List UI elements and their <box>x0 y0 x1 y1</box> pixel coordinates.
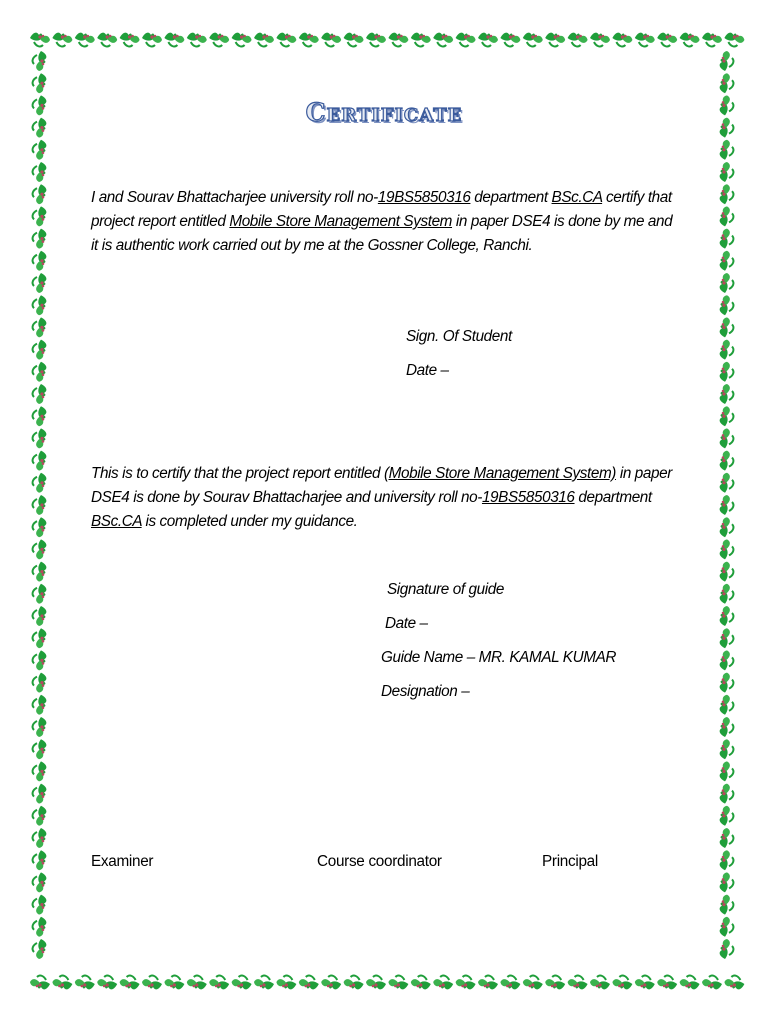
holly-leaf-icon <box>720 317 734 337</box>
holly-leaf-icon <box>720 717 734 737</box>
holly-leaf-icon <box>720 273 734 293</box>
holly-leaf-icon <box>33 251 47 271</box>
holly-leaf-icon <box>254 33 274 47</box>
holly-leaf-icon <box>720 51 734 71</box>
holly-leaf-icon <box>33 317 47 337</box>
holly-leaf-icon <box>702 976 722 990</box>
holly-leaf-icon <box>75 976 95 990</box>
holly-leaf-icon <box>720 806 734 826</box>
student-department: BSc.CA <box>551 189 603 206</box>
holly-leaf-icon <box>720 451 734 471</box>
examiner-label: Examiner <box>91 853 154 870</box>
holly-leaf-icon <box>321 976 341 990</box>
holly-leaf-icon <box>720 872 734 892</box>
guide-cert-text-4: is completed under my guidance. <box>141 513 358 530</box>
holly-leaf-icon <box>187 976 207 990</box>
holly-leaf-icon <box>724 33 744 47</box>
holly-leaf-icon <box>568 976 588 990</box>
student-cert-text-3: certify that project report entitled <box>91 189 672 230</box>
holly-leaf-icon <box>33 340 47 360</box>
holly-leaf-icon <box>299 976 319 990</box>
holly-leaf-icon <box>33 606 47 626</box>
holly-leaf-icon <box>720 939 734 959</box>
guide-date-label: Date – <box>385 615 428 632</box>
holly-leaf-icon <box>720 606 734 626</box>
holly-leaf-icon <box>720 184 734 204</box>
holly-leaf-icon <box>702 33 722 47</box>
holly-leaf-icon <box>366 33 386 47</box>
student-cert-text-4: in paper DSE4 is done by me and it is authentic work carried out by me at the Gossner College, Ranchi. <box>91 213 673 254</box>
holly-leaf-icon <box>568 33 588 47</box>
holly-leaf-icon <box>635 976 655 990</box>
holly-leaf-icon <box>33 362 47 382</box>
holly-leaf-icon <box>456 33 476 47</box>
holly-leaf-icon <box>590 33 610 47</box>
holly-leaf-icon <box>33 428 47 448</box>
holly-leaf-icon <box>720 650 734 670</box>
holly-leaf-icon <box>720 628 734 648</box>
holly-leaf-icon <box>344 33 364 47</box>
holly-leaf-icon <box>33 184 47 204</box>
holly-leaf-icon <box>720 517 734 537</box>
holly-leaf-icon <box>433 976 453 990</box>
holly-leaf-icon <box>321 33 341 47</box>
holly-leaf-icon <box>344 976 364 990</box>
holly-leaf-icon <box>33 406 47 426</box>
holly-leaf-icon <box>33 51 47 71</box>
holly-leaf-icon <box>232 33 252 47</box>
holly-leaf-icon <box>523 976 543 990</box>
holly-leaf-icon <box>30 33 50 47</box>
guide-cert-text-1: This is to certify that the project report entitled <box>91 465 384 482</box>
holly-leaf-icon <box>657 33 677 47</box>
holly-leaf-icon <box>33 828 47 848</box>
holly-leaf-icon <box>724 976 744 990</box>
holly-leaf-icon <box>120 976 140 990</box>
holly-leaf-icon <box>33 806 47 826</box>
holly-leaf-icon <box>97 33 117 47</box>
student-project-title: Mobile Store Management System <box>229 213 453 230</box>
holly-leaf-icon <box>478 33 498 47</box>
holly-leaf-icon <box>500 976 520 990</box>
holly-leaf-icon <box>720 761 734 781</box>
holly-leaf-icon <box>276 33 296 47</box>
holly-leaf-icon <box>33 384 47 404</box>
holly-leaf-icon <box>720 295 734 315</box>
holly-leaf-icon <box>33 562 47 582</box>
holly-leaf-icon <box>720 73 734 93</box>
holly-leaf-icon <box>33 539 47 559</box>
holly-leaf-icon <box>411 976 431 990</box>
holly-leaf-icon <box>456 976 476 990</box>
holly-leaf-icon <box>720 251 734 271</box>
holly-leaf-icon <box>545 33 565 47</box>
holly-leaf-icon <box>720 739 734 759</box>
holly-leaf-icon <box>500 33 520 47</box>
student-date-label: Date – <box>406 362 449 379</box>
holly-leaf-icon <box>232 976 252 990</box>
holly-leaf-icon <box>720 539 734 559</box>
holly-leaf-icon <box>33 784 47 804</box>
holly-leaf-icon <box>33 695 47 715</box>
holly-leaf-icon <box>33 495 47 515</box>
holly-leaf-icon <box>33 295 47 315</box>
holly-leaf-icon <box>209 33 229 47</box>
holly-leaf-icon <box>720 362 734 382</box>
holly-leaf-icon <box>164 33 184 47</box>
student-cert-text-2: department <box>470 189 552 206</box>
holly-leaf-icon <box>33 717 47 737</box>
holly-leaf-icon <box>720 229 734 249</box>
holly-leaf-icon <box>33 917 47 937</box>
guide-certification-paragraph <box>91 462 681 534</box>
holly-leaf-icon <box>75 33 95 47</box>
holly-leaf-icon <box>33 273 47 293</box>
holly-leaf-icon <box>720 584 734 604</box>
holly-leaf-icon <box>33 673 47 693</box>
holly-leaf-icon <box>33 517 47 537</box>
holly-leaf-icon <box>33 73 47 93</box>
holly-leaf-icon <box>720 850 734 870</box>
holly-leaf-icon <box>411 33 431 47</box>
holly-leaf-icon <box>33 872 47 892</box>
holly-leaf-icon <box>33 739 47 759</box>
holly-leaf-icon <box>209 976 229 990</box>
holly-leaf-icon <box>33 584 47 604</box>
holly-leaf-icon <box>366 976 386 990</box>
holly-leaf-icon <box>720 562 734 582</box>
holly-leaf-icon <box>187 33 207 47</box>
holly-leaf-icon <box>33 206 47 226</box>
holly-leaf-icon <box>590 976 610 990</box>
holly-leaf-icon <box>720 784 734 804</box>
holly-leaf-icon <box>433 33 453 47</box>
holly-leaf-icon <box>720 895 734 915</box>
guide-roll-number: 19BS5850316 <box>481 489 575 506</box>
holly-leaf-icon <box>720 673 734 693</box>
holly-leaf-icon <box>30 976 50 990</box>
holly-leaf-icon <box>720 140 734 160</box>
holly-leaf-icon <box>720 495 734 515</box>
holly-leaf-icon <box>612 33 632 47</box>
holly-leaf-icon <box>478 976 498 990</box>
holly-leaf-icon <box>33 140 47 160</box>
guide-designation: Designation – <box>381 683 470 700</box>
guide-cert-text-3: department <box>574 489 652 506</box>
guide-cert-text-2: in paper DSE4 is done by Sourav Bhattacharjee and university roll no- <box>91 465 672 506</box>
guide-signature-label: Signature of guide <box>387 581 504 598</box>
holly-leaf-icon <box>33 451 47 471</box>
course-coordinator-label: Course coordinator <box>317 853 442 870</box>
holly-leaf-icon <box>33 650 47 670</box>
holly-leaf-icon <box>657 976 677 990</box>
holly-leaf-icon <box>33 895 47 915</box>
holly-leaf-icon <box>720 384 734 404</box>
certificate-title: Certificate <box>305 98 463 127</box>
holly-leaf-icon <box>720 162 734 182</box>
holly-leaf-icon <box>33 162 47 182</box>
holly-leaf-icon <box>164 976 184 990</box>
holly-leaf-icon <box>680 976 700 990</box>
holly-leaf-icon <box>720 206 734 226</box>
holly-leaf-icon <box>612 976 632 990</box>
holly-leaf-icon <box>680 33 700 47</box>
guide-department: BSc.CA <box>91 513 142 530</box>
student-cert-text-1: I and Sourav Bhattacharjee university roll no- <box>91 189 378 206</box>
holly-leaf-icon <box>276 976 296 990</box>
holly-leaf-icon <box>720 695 734 715</box>
guide-project-title: (Mobile Store Management System) <box>383 465 616 482</box>
holly-leaf-icon <box>635 33 655 47</box>
holly-leaf-icon <box>33 628 47 648</box>
holly-leaf-icon <box>52 33 72 47</box>
holly-leaf-icon <box>97 976 117 990</box>
holly-leaf-icon <box>120 33 140 47</box>
holly-leaf-icon <box>388 33 408 47</box>
student-sign-label: Sign. Of Student <box>406 328 512 345</box>
student-roll-number: 19BS5850316 <box>377 189 471 206</box>
holly-leaf-icon <box>545 976 565 990</box>
holly-leaf-icon <box>33 850 47 870</box>
holly-leaf-icon <box>720 428 734 448</box>
holly-leaf-icon <box>720 406 734 426</box>
holly-leaf-icon <box>720 917 734 937</box>
holly-leaf-icon <box>720 340 734 360</box>
holly-leaf-icon <box>33 761 47 781</box>
holly-leaf-icon <box>388 976 408 990</box>
holly-leaf-icon <box>142 976 162 990</box>
holly-leaf-icon <box>33 229 47 249</box>
holly-leaf-icon <box>299 33 319 47</box>
holly-leaf-icon <box>720 473 734 493</box>
holly-leaf-icon <box>142 33 162 47</box>
principal-label: Principal <box>542 853 598 870</box>
holly-leaf-icon <box>523 33 543 47</box>
holly-leaf-icon <box>52 976 72 990</box>
holly-leaf-icon <box>33 473 47 493</box>
holly-leaf-icon <box>254 976 274 990</box>
holly-leaf-icon <box>720 828 734 848</box>
holly-leaf-icon <box>33 939 47 959</box>
guide-name: Guide Name – MR. KAMAL KUMAR <box>381 649 617 666</box>
student-certification-paragraph <box>91 186 681 258</box>
